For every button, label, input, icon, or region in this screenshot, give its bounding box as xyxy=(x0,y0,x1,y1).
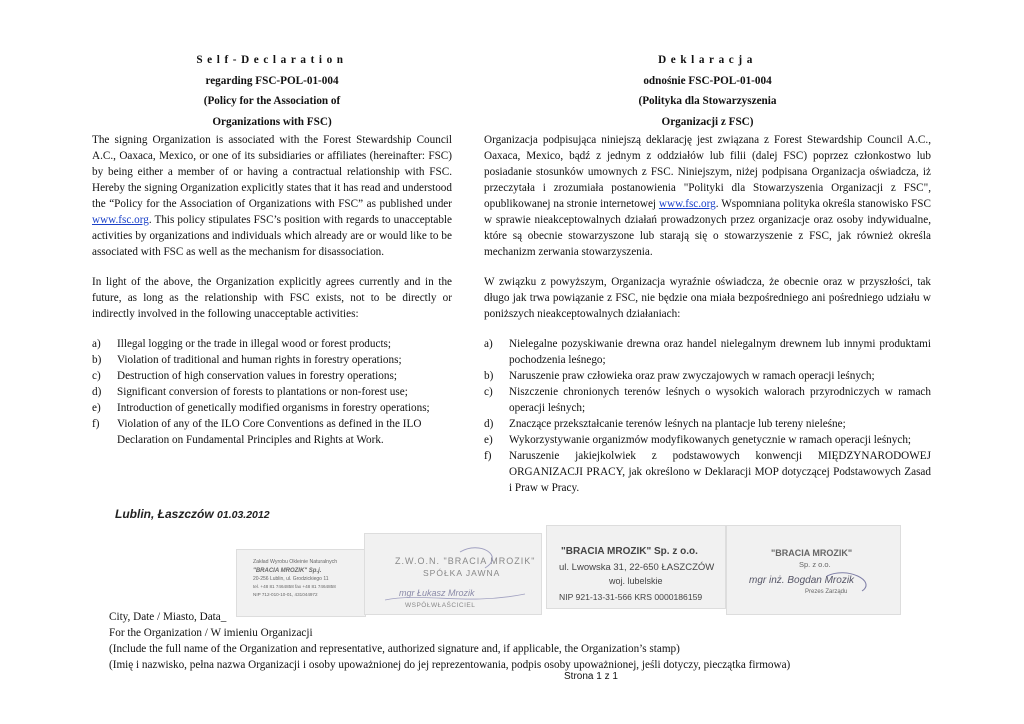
list-item: c) Niszczenie chronionych terenów leśnych o wysokich walorach przyrodniczych w ramach operacji leśnych; xyxy=(484,386,931,414)
english-title: Self-Declaration xyxy=(196,54,348,66)
stamp-1-image xyxy=(237,550,365,616)
list-item: e) Introduction of genetically modified organisms in forestry operations; xyxy=(92,402,430,414)
english-instruction: (Include the full name of the Organization and representative, authorized signature and, if applicable, the Organization’s stamp) xyxy=(109,643,680,655)
svg-text:mgr Łukasz Mrozik: mgr Łukasz Mrozik xyxy=(399,588,475,598)
list-item: a) Illegal logging or the trade in illegal wood or forest products; xyxy=(92,338,392,350)
list-item: a) Nielegalne pozyskiwanie drewna oraz handel nielegalnym drewnem lub innymi produktami pochodzenia leśnego; xyxy=(484,338,931,366)
polish-instruction: (Imię i nazwisko, pełna nazwa Organizacji i osoby upoważnionej do jej reprezentowania, podpis osoby upoważnionej, jeśli dotyczy, pieczątka firmowa) xyxy=(109,659,791,671)
organization-line: For the Organization / W imieniu Organizacji xyxy=(109,627,313,639)
english-intro-paragraph: The signing Organization is associated with the Forest Stewardship Council A.C., Oaxaca, Mexico, or one of its subsidiaries or affiliates (hereinafter: FSC) by being either a member of or having a contractual relationship with FSC. Hereby the signing Organization explicitly states that it has read and understood the “Policy for the Association of Organizations with FSC” as published under www.fsc.org. This policy stipulates FSC’s position with regards to unacceptable activities by organizations and individuals which already are or would like to be associated with FSC as well as the mechanism for disassociation. xyxy=(92,134,452,258)
english-subtitle: regarding FSC-POL-01-004 xyxy=(205,74,339,87)
svg-text:NIP 712-010-10-01, 431044972: NIP 712-010-10-01, 431044972 xyxy=(253,592,318,597)
svg-text:tel. +48 81 7464858 fax +48 81: tel. +48 81 7464858 fax +48 81 7464858 xyxy=(253,584,336,589)
polish-subtitle: odnośnie FSC-POL-01-004 xyxy=(643,74,772,87)
svg-text:Prezes Zarządu: Prezes Zarządu xyxy=(805,589,848,595)
signature-instructions xyxy=(109,609,790,673)
english-policy-name-line2: Organizations with FSC) xyxy=(212,115,332,128)
svg-text:"BRACIA MROZIK": "BRACIA MROZIK" xyxy=(771,548,853,558)
svg-text:mgr inż. Bogdan Mrozik: mgr inż. Bogdan Mrozik xyxy=(749,575,855,586)
svg-text:ul. Lwowska 31, 22-650 ŁASZCZÓ: ul. Lwowska 31, 22-650 ŁASZCZÓW xyxy=(559,562,715,573)
list-item: c) Destruction of high conservation values in forestry operations; xyxy=(92,370,397,382)
signature-place-date xyxy=(115,507,270,521)
english-column xyxy=(92,50,452,448)
svg-text:SPÓŁKA JAWNA: SPÓŁKA JAWNA xyxy=(423,568,501,578)
list-item: b) Naruszenie praw człowieka oraz praw zwyczajowych w ramach operacji leśnych; xyxy=(484,370,875,382)
english-policy-name-line1: (Policy for the Association of xyxy=(203,95,341,107)
list-item: d) Significant conversion of forests to plantations or non-forest use; xyxy=(92,386,408,398)
company-stamp-3 xyxy=(546,525,726,609)
polish-column xyxy=(484,50,931,496)
svg-text:"BRACIA MROZIK" Sp.j.: "BRACIA MROZIK" Sp.j. xyxy=(253,568,322,574)
stamp-3-image xyxy=(547,526,725,608)
signature-date: 01.03.2012 xyxy=(217,509,270,521)
list-item: f) Violation of any of the ILO Core Conventions as defined in the ILO Declaration on Fundamental Principles and Rights at Work. xyxy=(92,418,422,446)
english-fsc-link[interactable]: www.fsc.org xyxy=(92,214,149,226)
svg-text:WSPÓŁWŁAŚCICIEL: WSPÓŁWŁAŚCICIEL xyxy=(405,602,476,609)
polish-policy-name-line1: (Polityka dla Stowarzyszenia xyxy=(638,95,777,107)
stamps-area xyxy=(236,525,899,617)
polish-title: Deklaracja xyxy=(658,54,757,66)
stamp-4-image xyxy=(727,526,900,614)
svg-text:woj. lubelskie: woj. lubelskie xyxy=(609,576,663,586)
polish-agreement-paragraph: W związku z powyższym, Organizacja wyraźnie oświadcza, że obecnie oraz w przyszłości, tak długo jak trwa powiązanie z FSC, nie będzie ona miała bezpośredniego ani pośredniego udziału w poniższych nieakceptowalnych działaniach: xyxy=(484,276,931,320)
svg-text:"BRACIA MROZIK" Sp. z o.o.: "BRACIA MROZIK" Sp. z o.o. xyxy=(561,546,698,557)
company-stamp-1 xyxy=(236,549,366,617)
list-item: e) Wykorzystywanie organizmów modyfikowanych genetycznie w ramach operacji leśnych; xyxy=(484,434,912,446)
svg-text:20-256 Lublin, ul. Grodzickieg: 20-256 Lublin, ul. Grodzickiego 11 xyxy=(253,576,329,582)
english-agreement-paragraph: In light of the above, the Organization explicitly agrees currently and in the future, as long as the relationship with FSC exists, not to be directly or indirectly involved in the following unacceptable activities: xyxy=(92,276,452,320)
svg-text:Sp. z o.o.: Sp. z o.o. xyxy=(799,560,831,569)
signature-place: Lublin, Łaszczów xyxy=(115,507,214,521)
english-activities-list xyxy=(92,336,452,448)
city-date-line: City, Date / Miasto, Data_ xyxy=(109,611,227,623)
polish-intro-paragraph: Organizacja podpisująca niniejszą deklarację jest związana z Forest Stewardship Council A.C., Oaxaca, Mexico, bądź z jednym z oddziałów lub filii (dalej FSC) poprzez członkostwo lub posiadanie stosunków umownych z FSC. Niniejszym, niżej podpisana Organizacja oświadcza, iż przeczytała i zrozumiała postanowienia "Polityki dla Stowarzyszenia Organizacji z FSC", opublikowanej na stronie internetowej www.fsc.org. Wspomniana polityka określa stanowisko FSC w sprawie nieakceptowalnych działań prowadzonych przez organizacje oraz osoby indywidualne, które są obecnie stowarzyszone lub starają się o stowarzyszenie z FSC, jak również określa mechanizm zerwania stowarzyszenia. xyxy=(484,134,931,258)
list-item: d) Znaczące przekształcanie terenów leśnych na plantacje lub tereny nieleśne; xyxy=(484,418,846,430)
list-item: f) Naruszenie jakiejkolwiek z podstawowych konwencji MIĘDZYNARODOWEJ ORGANIZACJI PRACY, jak określono w Deklaracji MOP dotyczącej Podstawowych Zasad i Praw w Pracy. xyxy=(484,450,931,494)
company-stamp-2 xyxy=(364,533,542,615)
stamp-2-image xyxy=(365,534,541,614)
page-number: Strona 1 z 1 xyxy=(564,671,618,682)
svg-text:Z.W.O.N. "BRACIA MROZIK": Z.W.O.N. "BRACIA MROZIK" xyxy=(395,556,536,566)
svg-text:NIP 921-13-31-566 KRS 0000186: NIP 921-13-31-566 KRS 0000186159 xyxy=(559,592,703,602)
polish-fsc-link[interactable]: www.fsc.org xyxy=(658,198,716,210)
list-item: b) Violation of traditional and human rights in forestry operations; xyxy=(92,354,402,366)
polish-activities-list xyxy=(484,336,931,496)
company-stamp-4 xyxy=(726,525,901,615)
polish-policy-name-line2: Organizacji z FSC) xyxy=(661,115,754,128)
svg-text:Zakład Wyrobu Okleinie Natural: Zakład Wyrobu Okleinie Naturalnych xyxy=(253,559,338,565)
